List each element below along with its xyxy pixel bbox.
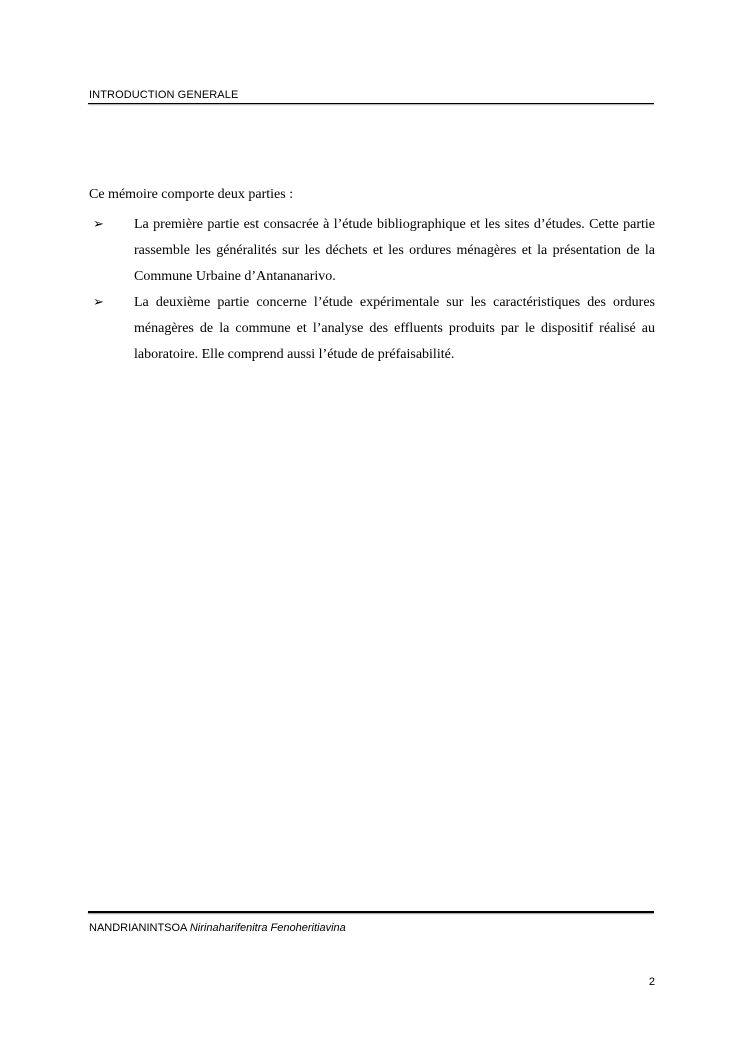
page-number: 2 bbox=[648, 976, 655, 988]
footer-divider bbox=[88, 911, 654, 913]
list-item bbox=[89, 290, 655, 368]
arrowhead-bullet-icon: ➢ bbox=[93, 217, 104, 232]
list-item bbox=[89, 212, 655, 290]
arrowhead-bullet-icon: ➢ bbox=[93, 295, 104, 310]
author-surname: NANDRIANINTSOA bbox=[89, 922, 187, 934]
author-given-names: Nirinaharifenitra Fenoheritiavina bbox=[189, 922, 346, 934]
parts-list bbox=[89, 212, 655, 368]
footer-author bbox=[89, 921, 346, 935]
part-two-text: La deuxième partie concerne l’étude expérimentale sur les caractéristiques des ordures ménagères de la commune et l’analyse des effluents produits par le dispositif réalisé au laboratoire. Elle comprend aussi l’étude de préfaisabilité. bbox=[134, 295, 655, 362]
intro-paragraph: Ce mémoire comporte deux parties : bbox=[89, 187, 294, 202]
running-header: INTRODUCTION GENERALE bbox=[89, 89, 239, 101]
part-one-text: La première partie est consacrée à l’étude bibliographique et les sites d’études. Cette partie rassemble les généralités sur les déchets et les ordures ménagères et la présentation de la Commune Urbaine d’Antananarivo. bbox=[134, 217, 655, 284]
header-divider bbox=[88, 103, 654, 104]
